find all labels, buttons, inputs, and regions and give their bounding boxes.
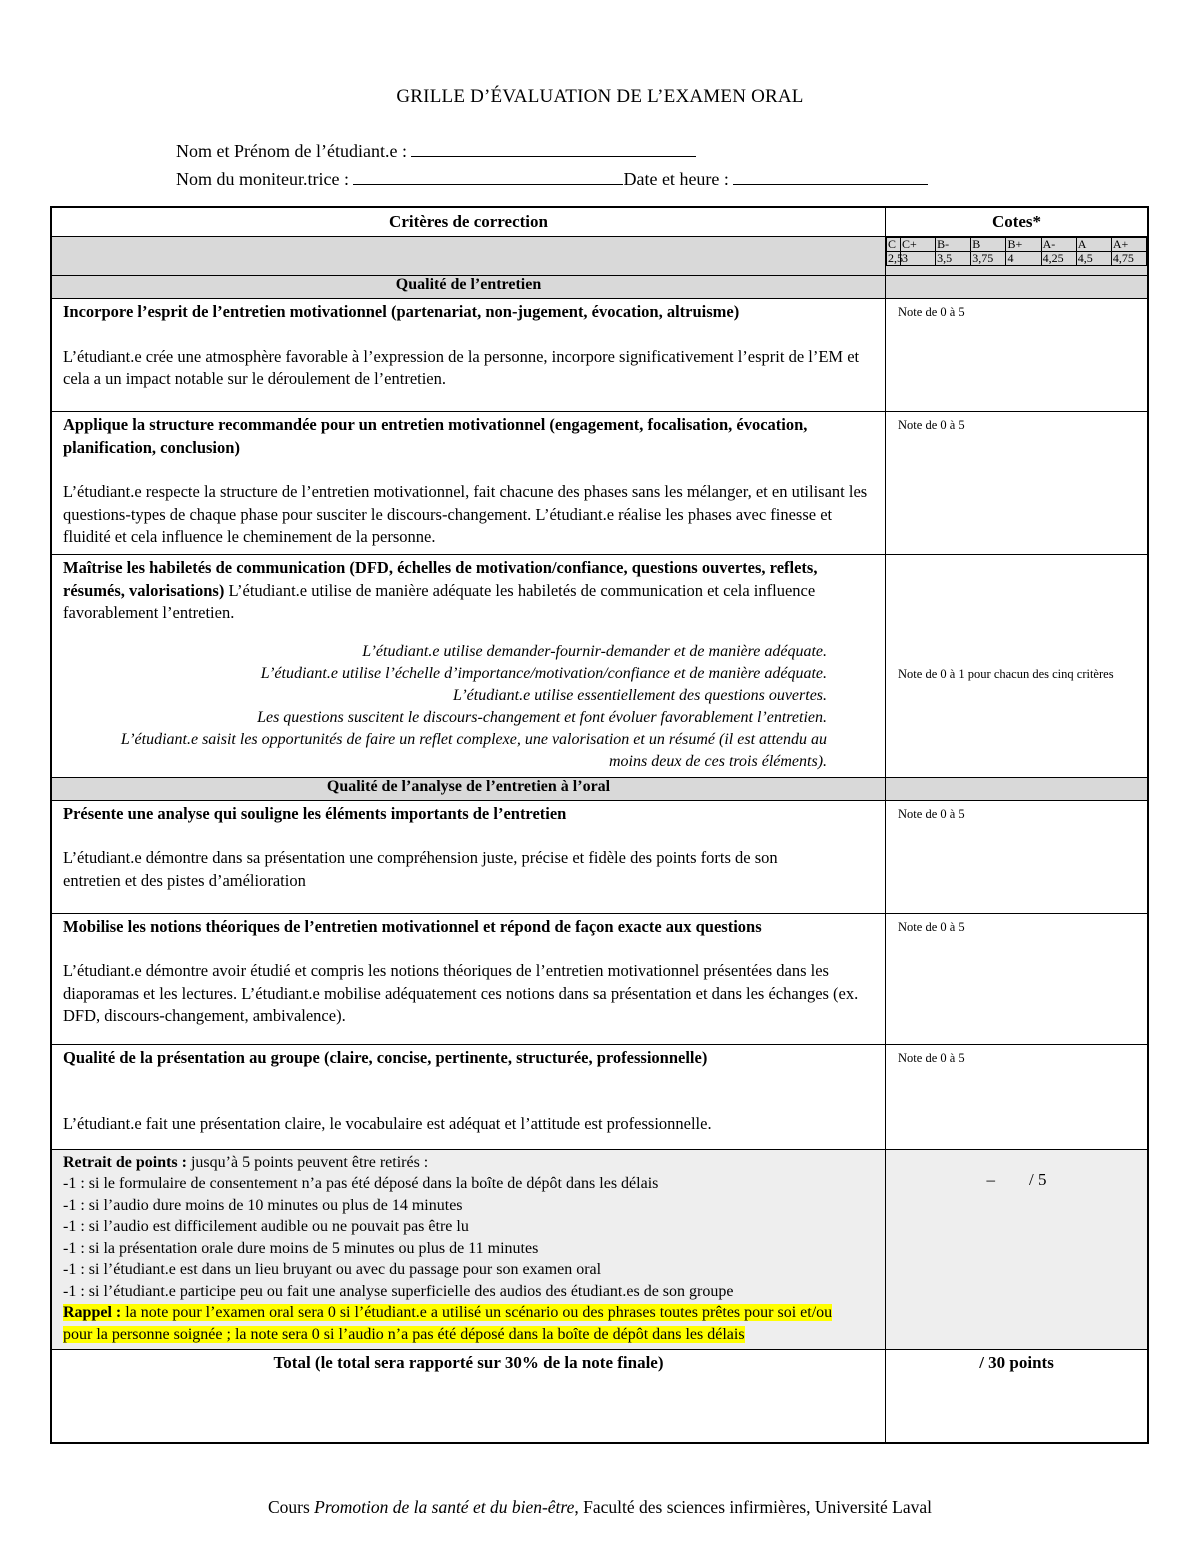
criterion-description: L’étudiant.e fait une présentation claire, le vocabulaire est adéquat et l’attitude est professionnelle.	[63, 1114, 712, 1133]
criterion-cell	[51, 299, 886, 412]
criterion-title: Mobilise les notions théoriques de l’entretien motivationnel et répond de façon exacte aux questions	[63, 916, 762, 936]
note-label: Note de 0 à 5	[898, 1050, 965, 1065]
criterion-title: Incorpore l’esprit de l’entretien motivationnel (partenariat, non-jugement, évocation, altruisme)	[63, 302, 740, 321]
scale-letter: C	[887, 238, 901, 252]
monitor-date-line	[176, 168, 928, 190]
grade-scale-table	[886, 237, 1147, 266]
withdraw-score-cell[interactable]	[886, 1149, 1148, 1350]
note-cell[interactable]	[886, 1044, 1148, 1149]
scale-value: 4,25	[1041, 252, 1076, 266]
document-title: GRILLE D’ÉVALUATION DE L’EXAMEN ORAL	[396, 86, 804, 107]
scale-value: 3,5	[936, 252, 971, 266]
student-name-blank[interactable]	[411, 140, 696, 157]
scale-letter: B	[971, 238, 1006, 252]
withdraw-cell	[51, 1149, 886, 1350]
withdraw-item: -1 : si l’étudiant.e participe peu ou fait une analyse superficielle des audios des étudiant.es de son groupe	[63, 1282, 734, 1300]
section-row	[51, 276, 1148, 299]
criterion-row	[51, 299, 1148, 412]
criterion-cell	[51, 1044, 886, 1149]
reminder-label: Rappel :	[63, 1304, 122, 1321]
note-cell[interactable]	[886, 412, 1148, 555]
criterion-row	[51, 913, 1148, 1044]
section-row	[51, 777, 1148, 800]
reminder-text: la note pour l’examen oral sera 0 si l’étudiant.e a utilisé un scénario ou des phrases toutes prêtes pour soi et/ou pour la personne soignée ; la note sera 0 si l’audio n’a pas été déposé dans la boîte de dépôt dans les délais	[63, 1304, 833, 1343]
footer-suffix: , Faculté des sciences infirmières, Université Laval	[574, 1497, 933, 1517]
section-blank	[886, 777, 1148, 800]
date-blank[interactable]	[733, 168, 928, 185]
note-label: Note de 0 à 5	[898, 806, 965, 821]
total-score-cell[interactable]	[886, 1350, 1148, 1444]
footer-course: Promotion de la santé et du bien-être	[314, 1497, 575, 1517]
withdraw-item: -1 : si la présentation orale dure moins de 5 minutes ou plus de 11 minutes	[63, 1239, 539, 1257]
withdraw-title: Retrait de points :	[63, 1153, 187, 1171]
note-cell[interactable]	[886, 800, 1148, 913]
criterion-description: L’étudiant.e utilise de manière adéquate les habiletés de communication et cela influence favorablement l’entretien.	[63, 580, 816, 622]
scale-letter: A+	[1111, 238, 1146, 252]
student-name-label: Nom et Prénom de l’étudiant.e :	[176, 141, 412, 161]
date-label: Date et heure :	[623, 169, 734, 189]
scale-row	[51, 237, 1148, 276]
total-score: / 30 points	[979, 1353, 1054, 1372]
withdraw-intro: jusqu’à 5 points peuvent être retirés :	[186, 1153, 429, 1171]
criterion-title: Applique la structure recommandée pour un entretien motivationnel (engagement, focalisation, évocation, planification, conclusion)	[63, 415, 808, 457]
withdraw-item: -1 : si l’audio dure moins de 10 minutes ou plus de 14 minutes	[63, 1196, 463, 1214]
section-title-interview-quality: Qualité de l’entretien	[51, 276, 886, 299]
note-cell[interactable]	[886, 555, 1148, 778]
scale-value: 4,75	[1111, 252, 1146, 266]
criterion-cell	[51, 913, 886, 1044]
monitor-name-blank[interactable]	[353, 168, 623, 185]
header-cotes: Cotes*	[886, 207, 1148, 237]
scale-letter: A	[1076, 238, 1111, 252]
scale-letter: B+	[1006, 238, 1041, 252]
note-label: Note de 0 à 1 pour chacun des cinq critères	[898, 666, 1114, 681]
scale-value: 4	[1006, 252, 1041, 266]
withdraw-item: -1 : si l’étudiant.e est dans un lieu bruyant ou avec du passage pour son examen oral	[63, 1261, 602, 1278]
note-cell[interactable]	[886, 299, 1148, 412]
sub-criterion: L’étudiant.e utilise l’échelle d’importance/motivation/confiance et de manière adéquate.	[260, 664, 828, 682]
scale-value: 3,75	[971, 252, 1006, 266]
note-label: Note de 0 à 5	[898, 919, 965, 934]
section-title-analysis-quality: Qualité de l’analyse de l’entretien à l’oral	[51, 777, 886, 800]
sub-criterion: L’étudiant.e saisit les opportunités de faire un reflet complexe, une valorisation et un résumé (il est attendu au moins deux de ces trois éléments).	[120, 730, 828, 770]
scale-row-blank	[51, 237, 886, 276]
withdraw-item: -1 : si l’audio est difficilement audible ou ne pouvait pas être lu	[63, 1218, 469, 1235]
scale-letter: C+	[901, 238, 936, 252]
note-cell[interactable]	[886, 913, 1148, 1044]
note-label: Note de 0 à 5	[898, 305, 965, 319]
criterion-cell	[51, 412, 886, 555]
criterion-title: Qualité de la présentation au groupe (claire, concise, pertinente, structurée, professionnelle)	[63, 1047, 708, 1067]
note-label: Note de 0 à 5	[898, 418, 965, 432]
withdraw-item: -1 : si le formulaire de consentement n’a pas été déposé dans la boîte de dépôt dans les délais	[63, 1175, 659, 1192]
footer	[0, 1497, 1200, 1518]
scale-letter: A-	[1041, 238, 1076, 252]
criterion-row	[51, 412, 1148, 555]
criterion-description: L’étudiant.e respecte la structure de l’entretien motivationnel, fait chacune des phases sans les mélanger, et en utilisant les questions-types de chaque phase pour susciter le discours-changement. L’étudiant.e réalise les phases avec finesse et fluidité et cela influence le cheminement de la personne.	[63, 482, 868, 546]
withdraw-row	[51, 1149, 1148, 1350]
criterion-row	[51, 1044, 1148, 1149]
scale-letter: B-	[936, 238, 971, 252]
section-blank	[886, 276, 1148, 299]
criterion-description: L’étudiant.e démontre avoir étudié et compris les notions théoriques de l’entretien motivationnel présentées dans les diaporamas et les lectures. L’étudiant.e mobilise adéquatement ces notions dans sa présentation et dans les échanges (ex. DFD, discours-changement, ambivalence).	[63, 961, 859, 1025]
student-name-line	[176, 140, 696, 162]
sub-criterion: Les questions suscitent le discours-changement et font évoluer favorablement l’entretien.	[257, 708, 828, 726]
sub-criterion: L’étudiant.e utilise demander-fournir-demander et de manière adéquate.	[362, 642, 828, 660]
monitor-name-label: Nom du moniteur.trice :	[176, 169, 354, 189]
criterion-title: Présente une analyse qui souligne les éléments importants de l’entretien	[63, 803, 567, 823]
criterion-title: Maîtrise les habiletés de communication (DFD, échelles de motivation/confiance, questions ouvertes, reflets, résumés, valorisations)	[63, 558, 818, 600]
evaluation-grid	[50, 206, 1149, 1444]
scale-value: 2,5	[888, 251, 904, 265]
header-row	[51, 207, 1148, 237]
total-row	[51, 1350, 1148, 1444]
withdraw-score: – / 5	[986, 1169, 1047, 1189]
criterion-row	[51, 555, 1148, 778]
criterion-description: L’étudiant.e démontre dans sa présentation une compréhension juste, précise et fidèle des points forts de son entretien et des pistes d’amélioration	[63, 848, 778, 890]
scale-value: 3	[901, 252, 936, 266]
header-criteria: Critères de correction	[51, 207, 886, 237]
sub-criterion: L’étudiant.e utilise essentiellement des questions ouvertes.	[453, 686, 828, 704]
criterion-description: L’étudiant.e crée une atmosphère favorable à l’expression de la personne, incorpore significativement l’esprit de l’EM et cela a un impact notable sur le déroulement de l’entretien.	[63, 346, 860, 388]
footer-prefix: Cours	[267, 1497, 315, 1517]
criterion-row	[51, 800, 1148, 913]
total-cell	[51, 1350, 886, 1444]
criterion-cell	[51, 800, 886, 913]
criterion-cell	[51, 555, 886, 778]
grade-scale	[886, 237, 1148, 276]
total-label: Total (le total sera rapporté sur 30% de la note finale)	[273, 1353, 664, 1372]
scale-value: 4,5	[1076, 252, 1111, 266]
